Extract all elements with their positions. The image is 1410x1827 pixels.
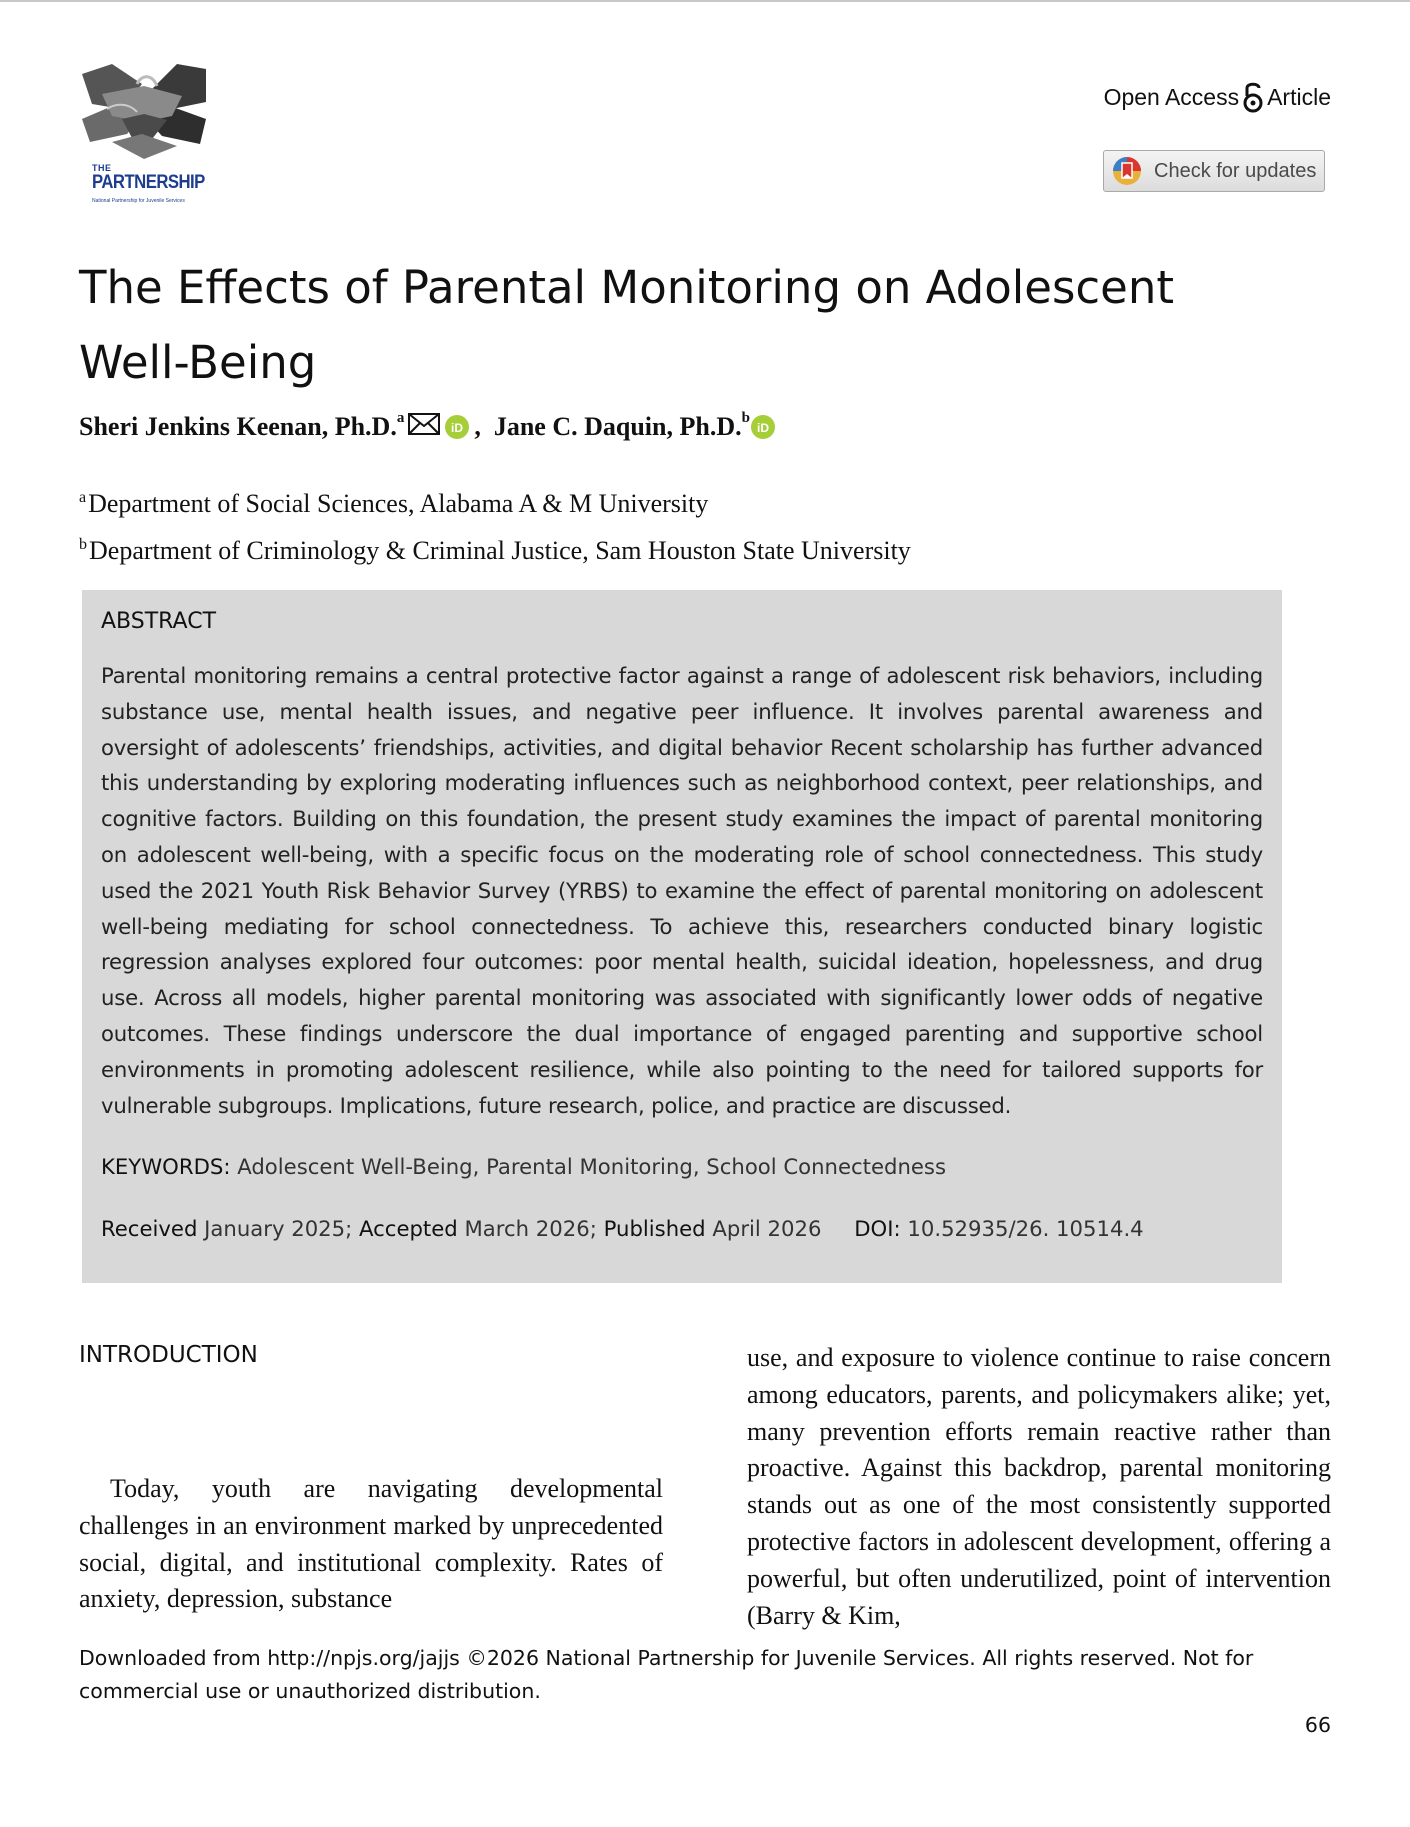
open-access-lock-icon (1243, 80, 1263, 114)
author-name[interactable]: Jane C. Daquin, Ph.D. (493, 412, 742, 441)
keywords-list: Adolescent Well-Being, Parental Monitoring, School Connectedness (237, 1154, 946, 1180)
published-date: April 2026 (712, 1216, 822, 1242)
article-title: The Effects of Parental Monitoring on Adolescent Well-Being (79, 261, 1174, 389)
introduction-heading: INTRODUCTION (79, 1342, 258, 1368)
doi-label: DOI: (854, 1216, 901, 1242)
check-updates-label: Check for updates (1154, 159, 1317, 182)
doi-link[interactable]: 10.52935/26. 10514.4 (907, 1216, 1144, 1242)
logo-subtitle-text: National Partnership for Juvenile Services (92, 198, 185, 204)
accepted-date: March 2026; (464, 1216, 597, 1242)
introduction-right-column: use, and exposure to violence continue to raise concern among educators, parents, and policymakers alike; yet, many prevention efforts remain reactive rather than proactive. Against this backdrop, parental monitoring stands out as one of the most consistently supported protective factors in adolescent development, offering a powerful, but often underutilized, point of intervention (Barry & Kim, (747, 1343, 1331, 1630)
open-access-label: Open Access (1103, 83, 1240, 110)
check-for-updates-button[interactable] (1103, 150, 1325, 192)
logo-the-text: THE (92, 163, 112, 173)
svg-text:iD: iD (451, 421, 464, 435)
top-border (0, 0, 1410, 2)
orcid-icon[interactable] (444, 414, 470, 447)
accepted-label: Accepted (359, 1216, 458, 1242)
author-affiliation-marker: b (741, 410, 750, 426)
hands-logo-image (82, 64, 206, 164)
author-list (79, 412, 776, 447)
check-updates-icon (1112, 156, 1142, 186)
abstract-heading: ABSTRACT (101, 609, 217, 634)
keywords-label: KEYWORDS: (101, 1154, 231, 1180)
abstract-box (82, 590, 1282, 1283)
svg-text:iD: iD (756, 421, 769, 435)
affiliation-text: Department of Social Sciences, Alabama A & M University (88, 489, 709, 518)
author-name[interactable]: Sheri Jenkins Keenan, Ph.D. (79, 412, 397, 441)
affiliation-b (79, 536, 911, 566)
published-label: Published (603, 1216, 706, 1242)
open-access-badge (1104, 80, 1331, 114)
received-label: Received (101, 1216, 198, 1242)
author-separator: , (474, 412, 494, 441)
affiliation-marker: a (79, 489, 87, 507)
received-date: January 2025; (204, 1216, 353, 1242)
introduction-left-column: Today, youth are navigating developmental challenges in an environment marked by unprecedented social, digital, and institutional complexity. Rates of anxiety, depression, substance (79, 1474, 663, 1614)
affiliation-a (79, 489, 708, 519)
abstract-text: Parental monitoring remains a central protective factor against a range of adolescent risk behaviors, including substance use, mental health issues, and negative peer influence. It involves parental awareness and oversight of adolescents’ friendships, activities, and digital behavior Recent scholarship has further advanced this understanding by exploring moderating influences such as neighborhood context, peer relationships, and cognitive factors. Building on this foundation, the present study examines the impact of parental monitoring on adolescent well-being, with a specific focus on the moderating role of school connectedness. This study used the 2021 Youth Risk Behavior Survey (YRBS) to examine the effect of parental monitoring on adolescent well-being mediating for school connectedness. To achieve this, researchers conducted binary logistic regression analyses explored four outcomes: poor mental health, suicidal ideation, hopelessness, and drug use. Across all models, higher parental monitoring was associated with significantly lower odds of negative outcomes. These findings underscore the dual importance of engaged parenting and supportive school environments in promoting adolescent resilience, while also pointing to the need for tailored supports for vulnerable subgroups. Implications, future research, police, and practice are discussed. (101, 663, 1263, 1118)
page-number: 66 (1304, 1713, 1331, 1737)
email-icon[interactable] (408, 412, 440, 442)
publication-dates (101, 1213, 1263, 1245)
logo-name-text: PARTNERSHIP (92, 172, 205, 193)
article-label: Article (1267, 83, 1331, 110)
author-affiliation-marker: a (396, 410, 405, 426)
partnership-logo (82, 64, 206, 209)
orcid-icon[interactable] (750, 414, 776, 447)
keywords-line (101, 1151, 1263, 1183)
affiliation-text: Department of Criminology & Criminal Justice, Sam Houston State University (89, 536, 911, 565)
affiliation-marker: b (79, 536, 87, 554)
download-notice: Downloaded from http://npjs.org/jajjs ©2026 National Partnership for Juvenile Services. All rights reserved. Not for commercial use or unauthorized distribution. (79, 1646, 1254, 1703)
